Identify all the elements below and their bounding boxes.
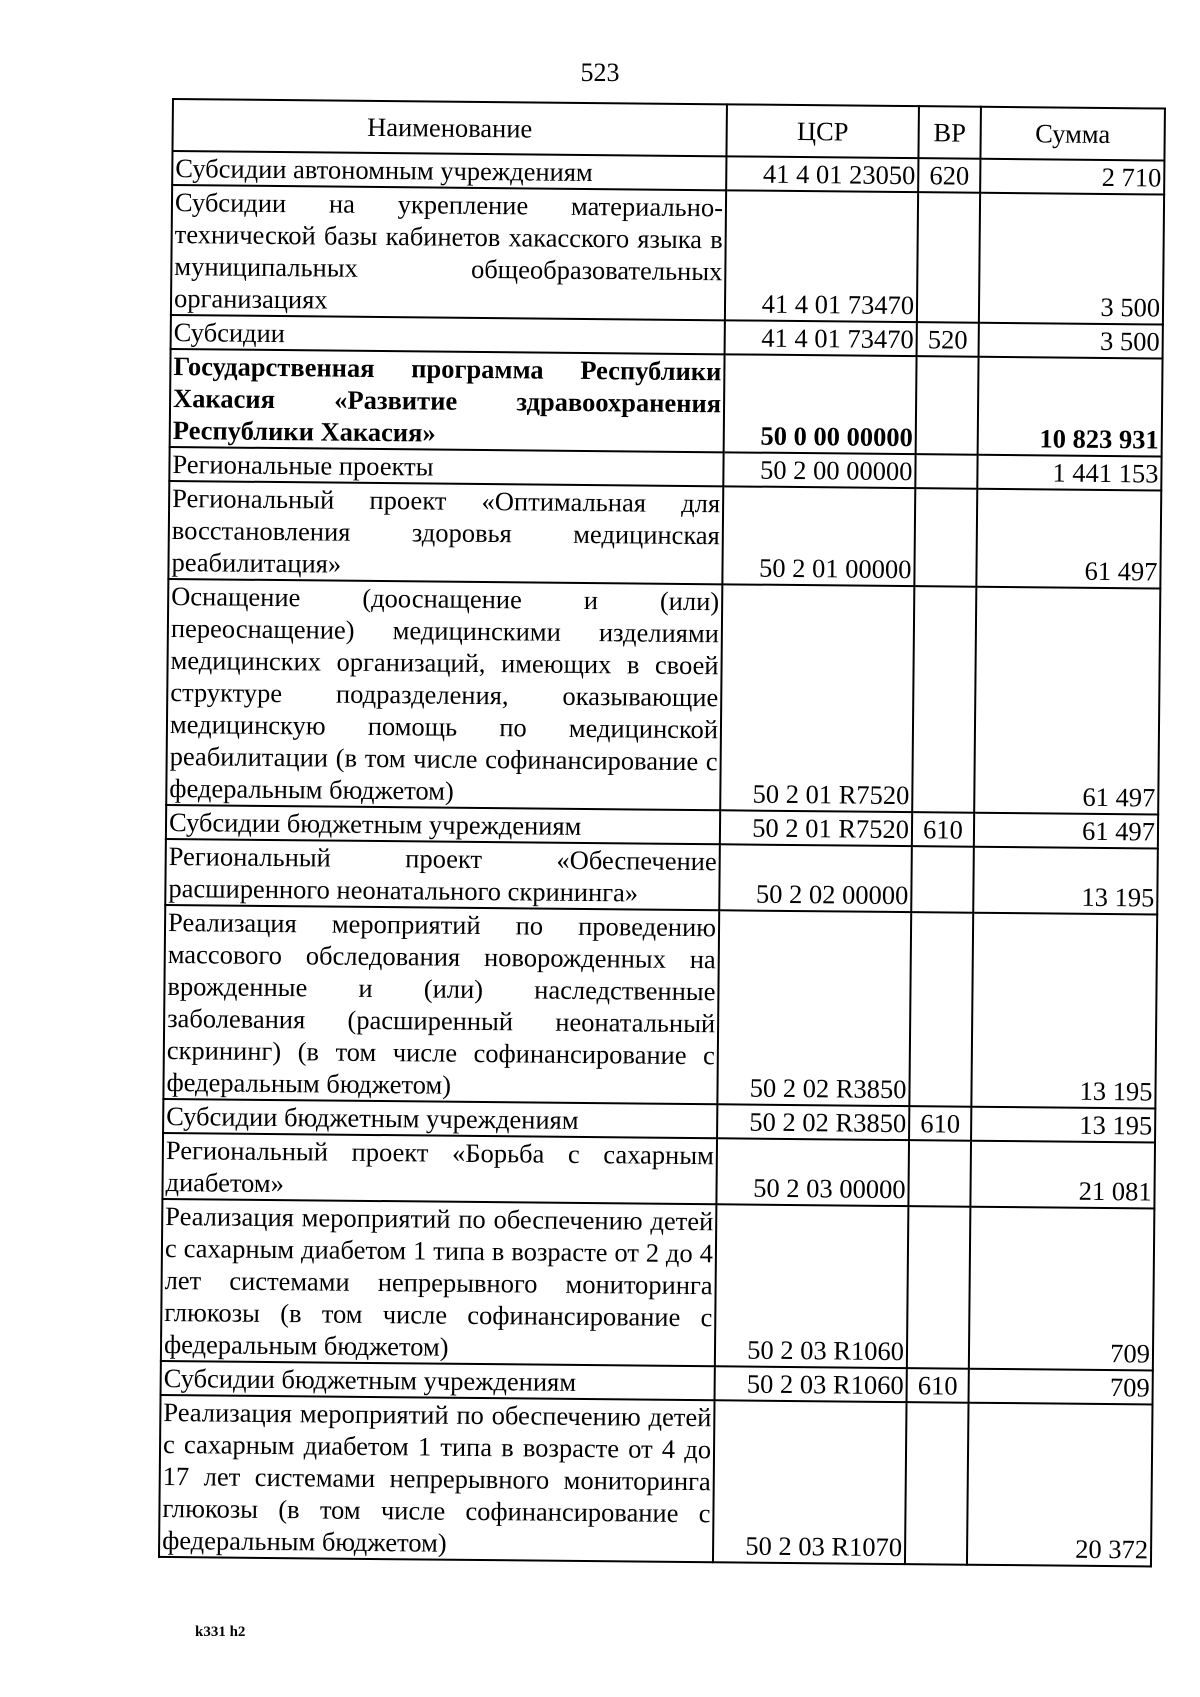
cell-name: Государственная программа Республики Хакасия «Развитие здравоохранения Республики Хакасия» (170, 349, 725, 452)
cell-csr: 50 2 03 00000 (716, 1138, 909, 1206)
cell-name: Региональный проект «Борьба с сахарным диабетом» (162, 1133, 717, 1204)
table-row (170, 349, 1163, 457)
header-csr: ЦСР (726, 104, 918, 158)
cell-sum: 13 195 (971, 913, 1157, 1109)
cell-csr: 50 2 01 R7520 (720, 810, 912, 846)
cell-csr: 50 0 00 00000 (724, 354, 917, 454)
cell-vr: 610 (909, 1106, 971, 1141)
table-row (159, 1395, 1153, 1567)
cell-name: Субсидии (171, 315, 725, 354)
cell-vr: 610 (912, 812, 974, 847)
cell-name: Реализация мероприятий по обеспечению детей с сахарным диабетом 1 типа в возрасте от 4 до 17 лет системами непрерывного мониторинга глюкозы (в том числе софинансирование с федеральным бюджетом) (159, 1395, 715, 1562)
table-body (159, 151, 1164, 1566)
cell-name: Субсидии бюджетным учреждениям (161, 1361, 715, 1400)
cell-name: Региональный проект «Оптимальная для восстановления здоровья медицинская реабилитация» (168, 481, 723, 584)
cell-sum: 13 195 (973, 847, 1158, 915)
table-header-row (172, 99, 1164, 161)
table-row (166, 579, 1160, 815)
cell-csr: 41 4 01 73470 (725, 190, 918, 322)
cell-vr: 620 (918, 158, 980, 193)
cell-csr: 50 2 03 R1070 (713, 1400, 907, 1564)
cell-name: Субсидии бюджетным учреждениям (166, 805, 720, 844)
table-row (171, 185, 1164, 325)
cell-sum: 709 (969, 1369, 1153, 1405)
cell-csr: 41 4 01 73470 (725, 320, 917, 356)
page-number: 523 (580, 58, 620, 87)
budget-table (158, 98, 1166, 1567)
cell-csr: 50 2 02 R3850 (717, 1104, 909, 1140)
cell-name: Субсидии бюджетным учреждениям (163, 1099, 717, 1138)
cell-sum: 13 195 (971, 1107, 1155, 1143)
cell-csr: 50 2 00 00000 (723, 452, 915, 488)
cell-sum: 10 823 931 (978, 357, 1163, 457)
cell-vr: 610 (907, 1368, 969, 1403)
cell-name: Реализация мероприятий по проведению массового обследования новорожденных на врожденные и (или) наследственные заболевания (расширенный неонатальный скрининг) (в том числе софинансирование с федеральным бюджетом) (163, 905, 719, 1104)
cell-vr (908, 1140, 971, 1207)
cell-name: Оснащение (дооснащение и (или) переоснащение) медицинскими изделиями медицинских организаций, имеющих в своей структуре подразделения, оказывающие медицинскую помощь по медицинской реабилитации (в том числе софинансирование с федеральным бюджетом) (166, 579, 722, 810)
table-row (163, 905, 1157, 1109)
cell-name: Субсидии на укрепление материально-технической базы кабинетов хакасского языка в муниципальных общеобразовательных организациях (171, 185, 726, 320)
cell-sum: 61 497 (976, 489, 1161, 589)
cell-sum: 709 (969, 1207, 1155, 1371)
table-row (162, 1133, 1155, 1209)
table-row (165, 839, 1158, 915)
header-sum: Сумма (980, 107, 1164, 161)
cell-csr: 50 2 02 00000 (719, 844, 912, 912)
header-vr: ВР (918, 106, 980, 159)
cell-csr: 50 2 02 R3850 (717, 910, 911, 1106)
cell-sum: 61 497 (974, 813, 1158, 849)
cell-csr: 50 2 01 00000 (722, 486, 915, 586)
cell-csr: 50 2 01 R7520 (720, 584, 914, 812)
cell-csr: 41 4 01 23050 (726, 156, 918, 192)
cell-vr (907, 1206, 971, 1369)
cell-name: Субсидии автономным учреждениям (172, 151, 726, 190)
cell-vr (909, 912, 973, 1107)
cell-csr: 50 2 03 R1060 (715, 1204, 909, 1368)
cell-vr (905, 1402, 969, 1565)
cell-vr (915, 454, 977, 489)
cell-sum: 2 710 (980, 159, 1164, 195)
cell-vr (912, 586, 976, 813)
footer-code: k331 h2 (195, 1624, 246, 1640)
cell-sum: 21 081 (970, 1141, 1155, 1209)
cell-vr (914, 488, 977, 587)
cell-sum: 3 500 (979, 193, 1164, 325)
header-name: Наименование (172, 99, 726, 156)
cell-name: Реализация мероприятий по обеспечению детей с сахарным диабетом 1 типа в возрасте от 2 до 4 лет системами непрерывного мониторинга глюкозы (в том числе софинансирование с федеральным бюджетом) (161, 1199, 717, 1366)
cell-name: Региональные проекты (169, 447, 723, 486)
cell-sum: 1 441 153 (977, 455, 1161, 491)
cell-sum: 20 372 (967, 1403, 1153, 1567)
cell-name: Региональный проект «Обеспечение расширенного неонатального скрининга» (165, 839, 720, 910)
cell-csr: 50 2 03 R1060 (715, 1366, 907, 1402)
cell-vr (917, 192, 980, 323)
cell-vr: 520 (917, 322, 979, 357)
cell-vr (911, 846, 974, 913)
table-row (168, 481, 1161, 589)
cell-sum: 3 500 (979, 323, 1163, 359)
cell-sum: 61 497 (974, 587, 1160, 815)
cell-vr (916, 356, 979, 455)
table-row (161, 1199, 1155, 1371)
